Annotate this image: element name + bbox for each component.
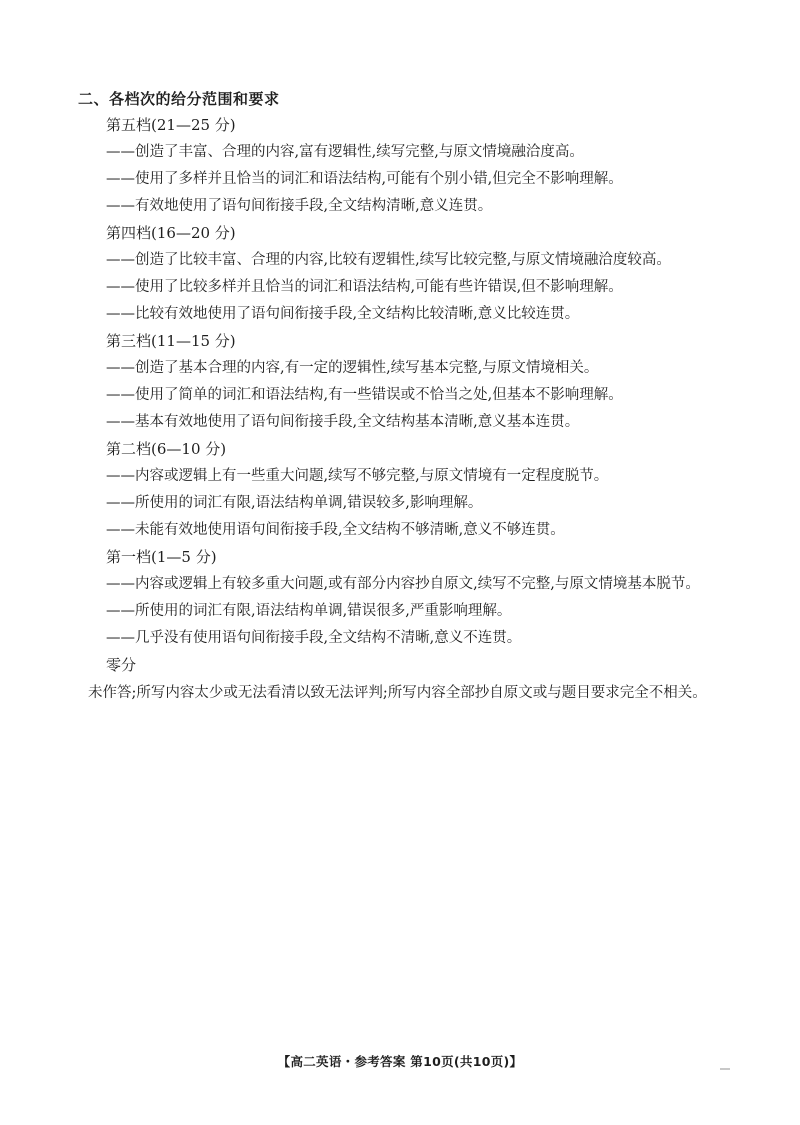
tier-3: [88, 328, 728, 436]
scan-mark: [720, 1068, 730, 1070]
criterion: ——创造了基本合理的内容,有一定的逻辑性,续写基本完整,与原文情境相关。: [106, 360, 599, 376]
grading-criteria: [88, 112, 728, 707]
criterion: ——使用了比较多样并且恰当的词汇和语法结构,可能有些许错误,但不影响理解。: [106, 279, 623, 295]
criterion: ——未能有效地使用语句间衔接手段,全文结构不够清晰,意义不够连贯。: [106, 522, 565, 538]
criterion: ——创造了丰富、合理的内容,富有逻辑性,续写完整,与原文情境融洽度高。: [106, 144, 584, 160]
criterion: ——使用了简单的词汇和语法结构,有一些错误或不恰当之处,但基本不影响理解。: [106, 387, 623, 403]
criterion: ——内容或逻辑上有一些重大问题,续写不够完整,与原文情境有一定程度脱节。: [106, 468, 609, 484]
criterion: ——所使用的词汇有限,语法结构单调,错误较多,影响理解。: [106, 495, 483, 511]
criterion: ——创造了比较丰富、合理的内容,比较有逻辑性,续写比较完整,与原文情境融洽度较高。: [106, 252, 671, 268]
tier-5: [88, 112, 728, 220]
tier-heading: 第五档(21—25 分): [106, 116, 236, 134]
section-title: 二、各档次的给分范围和要求: [78, 90, 280, 108]
zero-score: [88, 652, 728, 707]
tier-heading: 第四档(16—20 分): [106, 224, 236, 242]
criterion: ——有效地使用了语句间衔接手段,全文结构清晰,意义连贯。: [106, 198, 493, 214]
zero-score-heading: 零分: [106, 656, 137, 674]
page-footer: 【高二英语・参考答案 第10页(共10页)】: [277, 1054, 523, 1069]
tier-4: [88, 220, 728, 328]
zero-score-text: 未作答;所写内容太少或无法看清以致无法评判;所写内容全部抄自原文或与题目要求完全不相关。: [88, 685, 707, 701]
tier-1: [88, 544, 728, 652]
criterion: ——几乎没有使用语句间衔接手段,全文结构不清晰,意义不连贯。: [106, 630, 522, 646]
criterion: ——基本有效地使用了语句间衔接手段,全文结构基本清晰,意义基本连贯。: [106, 414, 580, 430]
tier-2: [88, 436, 728, 544]
criterion: ——内容或逻辑上有较多重大问题,或有部分内容抄自原文,续写不完整,与原文情境基本脱节。: [106, 576, 700, 592]
criterion: ——使用了多样并且恰当的词汇和语法结构,可能有个别小错,但完全不影响理解。: [106, 171, 623, 187]
criterion: ——比较有效地使用了语句间衔接手段,全文结构比较清晰,意义比较连贯。: [106, 306, 580, 322]
tier-heading: 第二档(6—10 分): [106, 440, 227, 458]
tier-heading: 第一档(1—5 分): [106, 548, 217, 566]
tier-heading: 第三档(11—15 分): [106, 332, 236, 350]
criterion: ——所使用的词汇有限,语法结构单调,错误很多,严重影响理解。: [106, 603, 512, 619]
